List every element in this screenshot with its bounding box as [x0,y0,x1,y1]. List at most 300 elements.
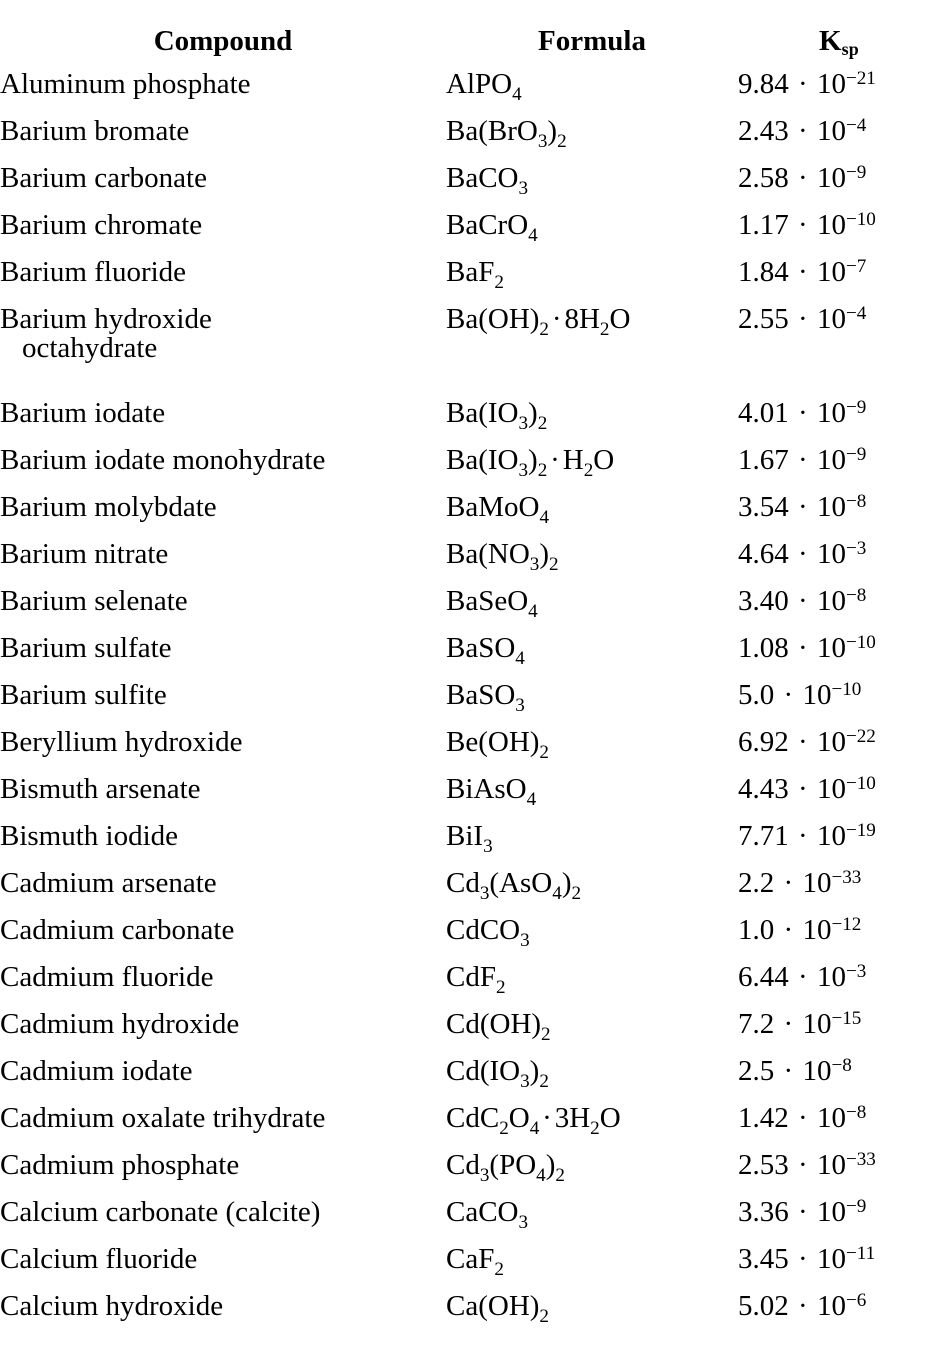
ksp-coefficient: 4.01 [738,397,789,429]
formula-text: ) [528,444,538,476]
compound-name: Cadmium iodate [0,1055,193,1087]
ksp-exponent: −9 [845,1196,867,1218]
column-header-ksp [738,0,940,70]
ksp-coefficient: 5.0 [738,679,775,711]
ksp-coefficient: 3.45 [738,1243,789,1275]
multiplication-dot: · [790,632,815,664]
table-row [0,822,940,869]
ksp-base: 10 [816,1102,846,1134]
ksp-value-cell [738,1292,940,1339]
formula-text: 8H [564,303,600,335]
ksp-coefficient: 7.2 [738,1008,775,1040]
formula-subscript: 2 [537,412,548,434]
ksp-coefficient: 2.2 [738,867,775,899]
ksp-coefficient: 9.84 [738,68,789,100]
ksp-coefficient: 4.64 [738,538,789,570]
compound-name: Barium molybdate [0,491,217,523]
multiplication-dot: · [790,256,815,288]
ksp-coefficient: 2.53 [738,1149,789,1181]
formula-text: H [562,444,584,476]
ksp-coefficient: 1.84 [738,256,789,288]
formula-text: ) [529,1055,540,1087]
formula-subscript: 2 [555,1164,565,1186]
column-header-formula: Formula [538,25,646,57]
ksp-value-cell [738,540,940,587]
table-row [0,587,940,634]
formula-subscript: 4 [512,83,522,105]
table-row [0,446,940,493]
ksp-base: 10 [816,538,846,570]
ksp-exponent: −6 [845,1290,867,1312]
table-row [0,1010,940,1057]
ksp-base: 10 [816,162,846,194]
compound-name: Barium selenate [0,585,188,617]
ksp-value-cell [738,1245,940,1292]
multiplication-dot: · [790,1243,815,1275]
ksp-exponent: −10 [845,632,876,654]
formula-subscript: 4 [536,1164,546,1186]
formula-text: Cd(OH) [446,1008,542,1040]
ksp-exponent: −8 [845,491,867,513]
chemical-formula-cell [446,963,738,1010]
compound-name: Barium iodate monohydrate [0,444,326,476]
ksp-coefficient: 6.44 [738,961,789,993]
formula-subscript: 3 [537,130,548,152]
ksp-value-cell [738,869,940,916]
ksp-coefficient: 3.40 [738,585,789,617]
ksp-base: 10 [816,1196,846,1228]
table-header [0,0,940,70]
chemical-formula-cell [446,681,738,728]
chemical-formula-cell [446,493,738,540]
table-row [0,963,940,1010]
formula-text: BaCrO [446,209,529,241]
formula-subscript: 3 [515,694,525,716]
compound-name: Barium bromate [0,115,190,147]
chemical-formula-cell [446,775,738,822]
formula-subscript: 3 [483,835,493,857]
formula-text: Ba(BrO [446,115,538,147]
ksp-value-cell [738,305,940,399]
formula-subscript: 4 [528,600,538,622]
table-row [0,1292,940,1339]
formula-text: O [599,1102,621,1134]
ksp-exponent: −15 [831,1008,862,1030]
formula-text: BaSO [446,679,516,711]
formula-subscript: 4 [515,647,525,669]
compound-name: Cadmium oxalate trihydrate [0,1102,326,1134]
compound-name: Beryllium hydroxide [0,726,243,758]
ksp-value-cell [738,822,940,869]
formula-text: AlPO [446,68,513,100]
formula-text: BaSeO [446,585,529,617]
formula-subscript: 3 [518,1211,529,1233]
compound-name-cell [0,70,446,117]
formula-subscript: 3 [479,1164,490,1186]
compound-name-cell [0,211,446,258]
ksp-value-cell [738,1151,940,1198]
ksp-exponent: −8 [845,1102,867,1124]
compound-name: Barium iodate [0,397,166,429]
formula-text: BiI [446,820,484,852]
ksp-exponent: −10 [845,209,876,231]
formula-text: CdC [446,1102,500,1134]
ksp-base: 10 [816,1149,846,1181]
ksp-value-cell [738,1104,940,1151]
multiplication-dot: · [790,397,815,429]
multiplication-dot: · [790,1196,815,1228]
multiplication-dot: · [790,773,815,805]
table-row [0,399,940,446]
formula-subscript: 3 [518,412,529,434]
compound-name-cell [0,822,446,869]
ksp-exponent: −10 [845,773,876,795]
compound-name-cell [0,681,446,728]
compound-name-cell [0,916,446,963]
table-row [0,1104,940,1151]
chemical-formula-cell [446,634,738,681]
ksp-base: 10 [816,209,846,241]
multiplication-dot: · [790,491,815,523]
compound-name: Bismuth arsenate [0,773,201,805]
formula-text: BaSO [446,632,516,664]
chemical-formula-cell [446,1010,738,1057]
formula-text: BiAsO [446,773,527,805]
formula-text: (PO [489,1149,537,1181]
compound-name: Calcium carbonate (calcite) [0,1196,321,1228]
hydrate-dot: · [550,444,560,476]
ksp-base: 10 [816,632,846,664]
ksp-value-cell [738,681,940,728]
ksp-base: 10 [816,726,846,758]
compound-name: Barium chromate [0,209,203,241]
formula-text: Cd [446,867,480,899]
ksp-exponent: −10 [831,679,862,701]
formula-text: Ca(OH) [446,1290,540,1322]
chemical-formula-cell [446,1198,738,1245]
formula-subscript: 3 [518,459,529,481]
compound-name: Cadmium phosphate [0,1149,240,1181]
compound-name: Calcium fluoride [0,1243,198,1275]
ksp-exponent: −7 [845,256,867,278]
multiplication-dot: · [790,209,815,241]
ksp-value-cell [738,728,940,775]
ksp-exponent: −19 [845,820,876,842]
compound-name-cell [0,587,446,634]
formula-subscript: 4 [552,882,562,904]
compound-name: Barium hydroxide [0,303,212,335]
chemical-formula-cell [446,305,738,399]
compound-name: Barium nitrate [0,538,169,570]
formula-text: ) [561,867,572,899]
compound-name-cell [0,1245,446,1292]
ksp-exponent: −9 [845,444,867,466]
chemical-formula-cell [446,70,738,117]
ksp-value-cell [738,916,940,963]
table-row [0,117,940,164]
ksp-value-cell [738,587,940,634]
ksp-base: 10 [816,1290,846,1322]
ksp-coefficient: 5.02 [738,1290,789,1322]
compound-name-cell [0,1198,446,1245]
multiplication-dot: · [790,585,815,617]
table-row [0,493,940,540]
formula-subscript: 2 [494,271,504,293]
chemical-formula-cell [446,117,738,164]
compound-name-cell [0,446,446,493]
multiplication-dot: · [776,914,801,946]
table-row [0,1245,940,1292]
chemical-formula-cell [446,164,738,211]
compound-name-cell [0,634,446,681]
multiplication-dot: · [790,68,815,100]
compound-name-cell [0,1292,446,1339]
ksp-value-cell [738,446,940,493]
compound-name-cell [0,728,446,775]
compound-name: Cadmium arsenate [0,867,217,899]
formula-text: O [508,1102,530,1134]
formula-text: CaCO [446,1196,519,1228]
compound-name-cell [0,258,446,305]
table-row [0,869,940,916]
ksp-coefficient: 7.71 [738,820,789,852]
ksp-base: 10 [816,961,846,993]
formula-text: ) [539,538,549,570]
ksp-base: 10 [816,820,846,852]
ksp-value-cell [738,775,940,822]
formula-subscript: 2 [539,1305,549,1327]
ksp-exponent: −33 [831,867,862,889]
formula-text: CdF [446,961,496,993]
table-row [0,775,940,822]
formula-subscript: 2 [495,976,506,998]
formula-subscript: 2 [599,318,610,340]
ksp-base: 10 [816,585,846,617]
formula-text: Ba(IO [446,444,519,476]
multiplication-dot: · [790,162,815,194]
chemical-formula-cell [446,1057,738,1104]
multiplication-dot: · [776,1055,801,1087]
ksp-base: 10 [802,679,832,711]
multiplication-dot: · [790,1290,815,1322]
compound-name: Calcium hydroxide [0,1290,224,1322]
ksp-exponent: −3 [845,961,867,983]
ksp-coefficient: 3.36 [738,1196,789,1228]
compound-name: Cadmium carbonate [0,914,235,946]
chemical-formula-cell [446,869,738,916]
compound-name-cell [0,963,446,1010]
ksp-coefficient: 2.43 [738,115,789,147]
ksp-coefficient: 1.08 [738,632,789,664]
table-row [0,305,940,399]
formula-subscript: 3 [520,929,530,951]
chemical-formula-cell [446,1151,738,1198]
chemical-formula-cell [446,1104,738,1151]
ksp-value-cell [738,258,940,305]
compound-name-cell [0,540,446,587]
formula-subscript: 4 [539,506,550,528]
ksp-value-cell [738,399,940,446]
formula-subscript: 2 [583,459,594,481]
chemical-formula-cell [446,540,738,587]
formula-text: 3H [554,1102,591,1134]
ksp-base: 10 [816,444,846,476]
multiplication-dot: · [790,1149,815,1181]
ksp-value-cell [738,70,940,117]
chemical-formula-cell [446,728,738,775]
table-row [0,1057,940,1104]
header-row [0,0,940,70]
table-row [0,634,940,681]
table-body [0,70,940,1339]
ksp-value-cell [738,1198,940,1245]
table-row [0,1198,940,1245]
ksp-exponent: −8 [831,1055,852,1077]
compound-name-cell [0,305,446,399]
compound-name: Barium fluoride [0,256,187,288]
ksp-coefficient: 2.58 [738,162,789,194]
chemical-formula-cell [446,1245,738,1292]
formula-text: Cd(IO [446,1055,521,1087]
ksp-base: 10 [802,914,832,946]
chemical-formula-cell [446,211,738,258]
formula-subscript: 2 [549,553,559,575]
chemical-formula-cell [446,1292,738,1339]
formula-subscript: 3 [518,177,529,199]
compound-name: Cadmium hydroxide [0,1008,240,1040]
formula-subscript: 2 [541,1023,551,1045]
compound-name: Barium sulfate [0,632,172,664]
chemical-formula-cell [446,822,738,869]
ksp-symbol: K [819,25,842,57]
compound-name: Aluminum phosphate [0,68,251,100]
ksp-coefficient: 4.43 [738,773,789,805]
ksp-exponent: −3 [845,538,867,560]
ksp-exponent: −9 [845,397,867,419]
table-row [0,211,940,258]
ksp-base: 10 [802,1008,832,1040]
ksp-value-cell [738,1057,940,1104]
formula-subscript: 2 [590,1117,600,1139]
formula-text: (AsO [489,867,553,899]
compound-name-cell [0,775,446,822]
formula-text: CdCO [446,914,521,946]
formula-subscript: 2 [557,130,567,152]
hydrate-dot: · [551,303,562,335]
formula-subscript: 4 [526,788,537,810]
ksp-value-cell [738,634,940,681]
ksp-exponent: −4 [845,115,867,137]
ksp-exponent: −11 [845,1243,876,1265]
table-row [0,540,940,587]
compound-name: Cadmium fluoride [0,961,214,993]
formula-text: BaCO [446,162,519,194]
ksp-exponent: −33 [845,1149,876,1171]
ksp-base: 10 [802,867,832,899]
formula-text: Ba(NO [446,538,530,570]
column-header-compound: Compound [153,25,293,57]
formula-subscript: 2 [539,741,549,763]
compound-name-cell [0,399,446,446]
ksp-value-cell [738,1010,940,1057]
ksp-value-cell [738,211,940,258]
compound-name-cell [0,869,446,916]
ksp-exponent: −22 [845,726,876,748]
ksp-exponent: −4 [845,303,867,325]
formula-subscript: 2 [539,1070,549,1092]
formula-text: Ba(OH) [446,303,540,335]
chemical-formula-cell [446,258,738,305]
ksp-coefficient: 2.5 [738,1055,775,1087]
multiplication-dot: · [790,726,815,758]
formula-text: ) [528,397,538,429]
formula-subscript: 2 [571,882,582,904]
formula-text: CaF [446,1243,495,1275]
compound-name-cell [0,164,446,211]
ksp-coefficient: 1.67 [738,444,789,476]
table-row [0,728,940,775]
ksp-subscript: sp [841,39,859,60]
formula-subscript: 4 [529,1117,540,1139]
formula-text: O [593,444,615,476]
multiplication-dot: · [790,444,815,476]
table-row [0,916,940,963]
ksp-exponent: −9 [845,162,867,184]
formula-subscript: 3 [529,553,540,575]
compound-name-continuation: octahydrate [22,332,158,364]
table-row [0,1151,940,1198]
compound-name: Bismuth iodide [0,820,179,852]
compound-name-cell [0,1010,446,1057]
ksp-coefficient: 1.17 [738,209,789,241]
ksp-base: 10 [816,115,846,147]
multiplication-dot: · [790,303,815,335]
multiplication-dot: · [790,115,815,147]
ksp-base: 10 [816,1243,846,1275]
formula-text: Be(OH) [446,726,540,758]
chemical-formula-cell [446,587,738,634]
ksp-coefficient: 3.54 [738,491,789,523]
formula-subscript: 2 [499,1117,509,1139]
ksp-value-cell [738,493,940,540]
compound-name: Barium carbonate [0,162,207,194]
ksp-value-cell [738,963,940,1010]
formula-text: ) [547,115,558,147]
compound-name-cell [0,1151,446,1198]
multiplication-dot: · [790,538,815,570]
multiplication-dot: · [790,820,815,852]
ksp-base: 10 [816,491,846,523]
multiplication-dot: · [776,679,801,711]
formula-text: Cd [446,1149,480,1181]
chemical-formula-cell [446,399,738,446]
multiplication-dot: · [790,961,815,993]
ksp-base: 10 [816,303,846,335]
hydrate-dot: · [542,1102,552,1134]
ksp-exponent: −8 [845,585,867,607]
formula-text: BaF [446,256,495,288]
formula-text: Ba(IO [446,397,519,429]
formula-subscript: 3 [479,882,490,904]
formula-subscript: 4 [528,224,538,246]
ksp-exponent: −12 [831,914,862,936]
chemical-formula-cell [446,916,738,963]
compound-name-cell [0,493,446,540]
multiplication-dot: · [776,867,801,899]
compound-name-cell [0,1104,446,1151]
ksp-coefficient: 1.0 [738,914,775,946]
table-row [0,164,940,211]
